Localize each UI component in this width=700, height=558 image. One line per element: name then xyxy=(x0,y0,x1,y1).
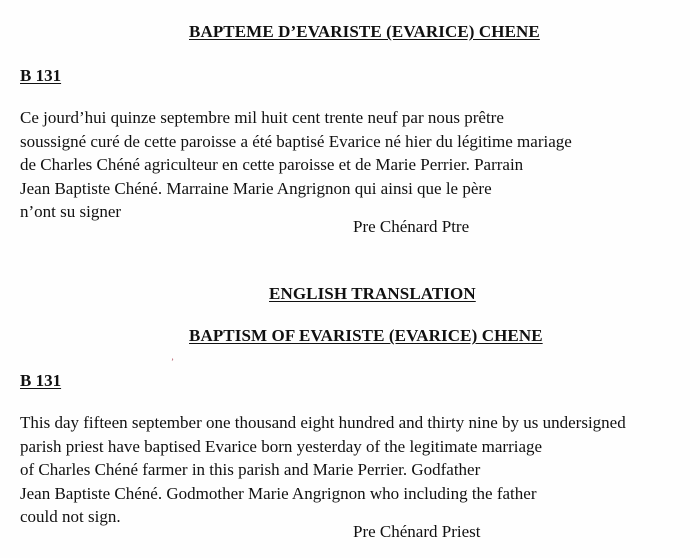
english-record-title: BAPTISM OF EVARISTE (EVARICE) CHENE xyxy=(189,326,543,345)
english-line-5: could not sign. xyxy=(20,507,121,526)
english-record-number: B 131 xyxy=(20,371,62,390)
french-line-2: soussigné curé de cette paroisse a été baptisé Evarice né hier du légitime mariage xyxy=(20,131,572,151)
english-record-body xyxy=(20,411,626,529)
english-signature: Pre Chénard Priest xyxy=(353,522,481,541)
french-record-number: B 131 xyxy=(20,66,62,85)
translation-heading: ENGLISH TRANSLATION xyxy=(269,284,476,303)
english-line-3: of Charles Chéné farmer in this parish and Marie Perrier. Godfather xyxy=(20,460,481,479)
french-line-4: Jean Baptiste Chéné. Marraine Marie Angrignon qui ainsi que le père xyxy=(20,178,492,198)
scan-speck: ʼ xyxy=(171,357,174,367)
french-record-title: BAPTEME D’EVARISTE (EVARICE) CHENE xyxy=(189,22,540,41)
french-signature: Pre Chénard Ptre xyxy=(353,217,470,236)
english-line-2: parish priest have baptised Evarice born yesterday of the legitimate marriage xyxy=(20,436,543,456)
english-line-4: Jean Baptiste Chéné. Godmother Marie Angrignon who including the father xyxy=(20,483,537,503)
french-record-body xyxy=(20,106,572,224)
french-line-5: n’ont su signer xyxy=(20,202,122,221)
french-line-1: Ce jourd’hui quinze septembre mil huit cent trente neuf par nous prêtre xyxy=(20,108,504,127)
english-line-1: This day fifteen september one thousand eight hundred and thirty nine by us undersigned xyxy=(20,413,626,432)
french-line-3: de Charles Chéné agriculteur en cette paroisse et de Marie Perrier. Parrain xyxy=(20,155,524,174)
